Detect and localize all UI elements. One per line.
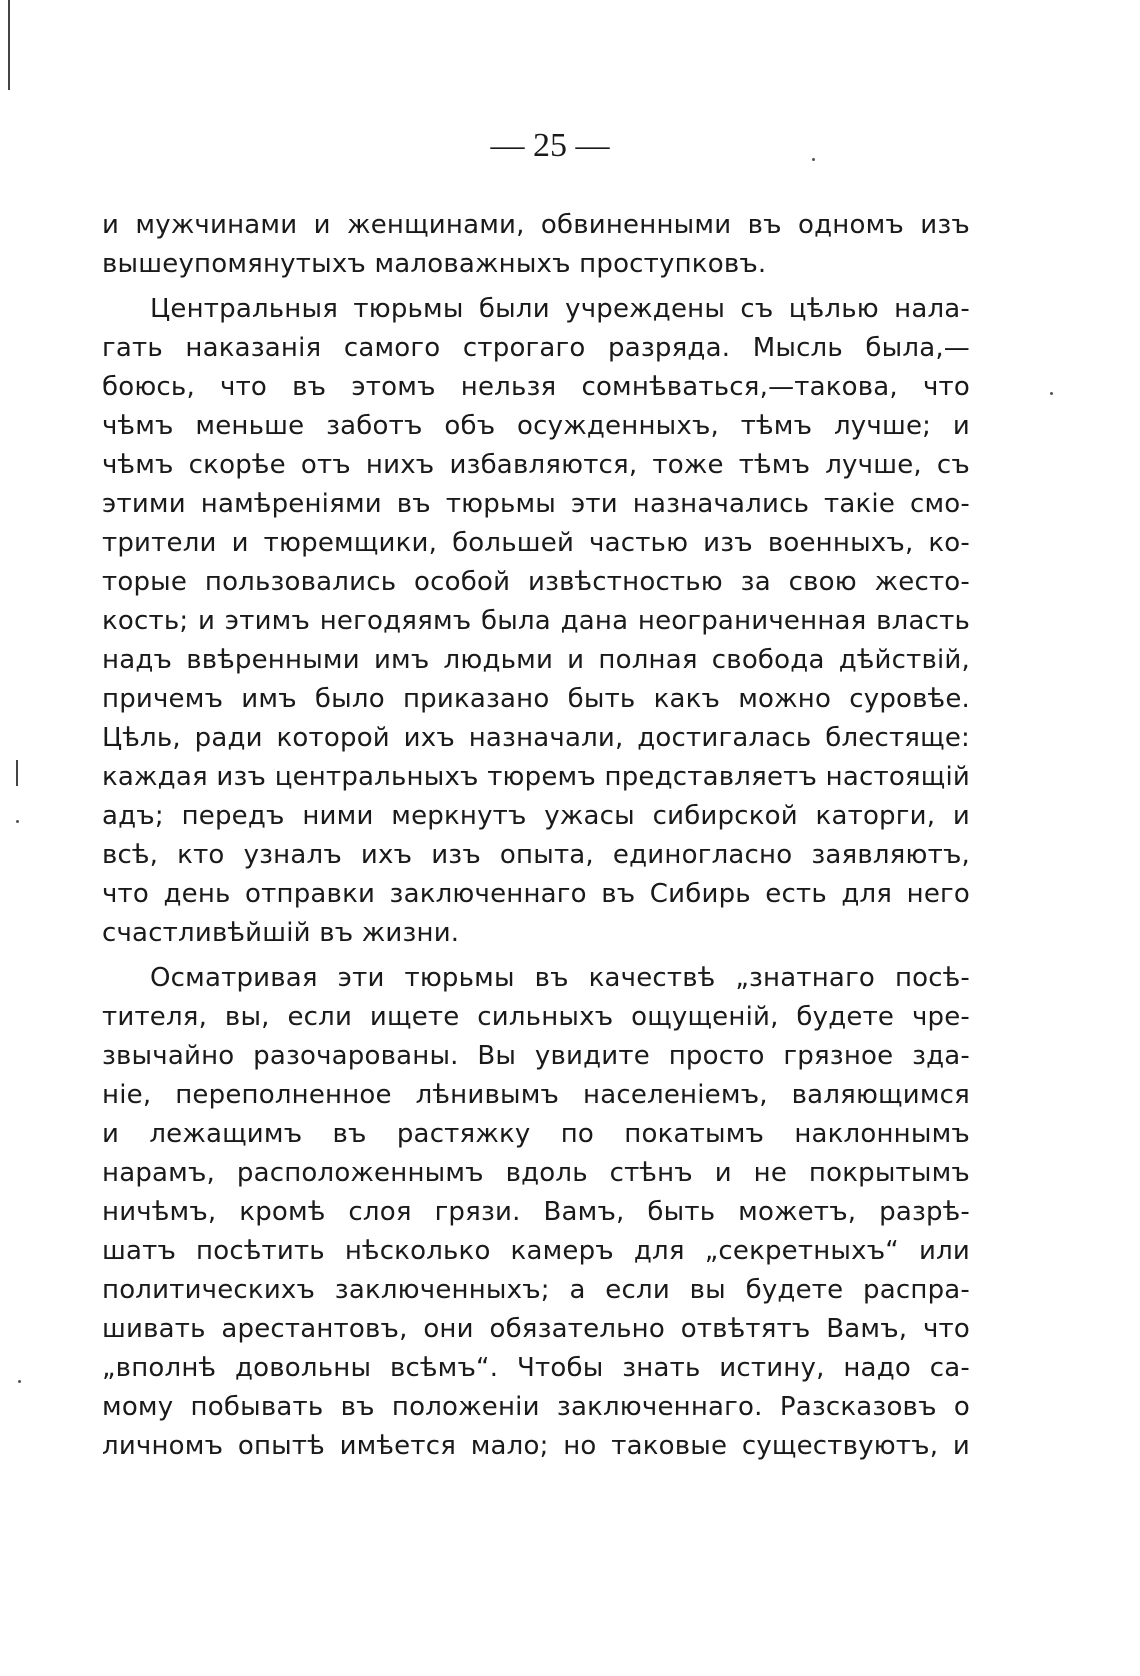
text-line: и мужчинами и женщинами, обвиненными въ одномъ изъ (102, 210, 970, 240)
text-line: что день отправки заключеннаго въ Сибирь есть для него (102, 879, 970, 909)
text-line: личномъ опытѣ имѣется мало; но таковые существуютъ, и (102, 1431, 970, 1461)
text-line: звычайно разочарованы. Вы увидите просто грязное зда- (102, 1041, 970, 1071)
text-line: гать наказанія самого строгаго разряда. Мысль была,— (102, 333, 970, 363)
text-line: Цѣль, ради которой ихъ назначали, достигалась блестяще: (102, 723, 970, 753)
text-line: торые пользовались особой извѣстностью за свою жесто- (102, 567, 970, 597)
paragraph (102, 206, 970, 284)
text-line: надъ ввѣренными имъ людьми и полная свобода дѣйствій, (102, 645, 970, 675)
text-line: Осматривая эти тюрьмы въ качествѣ „знатнаго посѣ- (150, 963, 970, 993)
left-margin-scan-mark (8, 0, 10, 90)
text-line: этими намѣреніями въ тюрьмы эти назначались такіе смо- (102, 489, 970, 519)
text-line: всѣ, кто узналъ ихъ изъ опыта, единогласно заявляютъ, (102, 840, 970, 870)
text-line: боюсь, что въ этомъ нельзя сомнѣваться,—такова, что (102, 372, 970, 402)
text-line: адъ; передъ ними меркнутъ ужасы сибирской каторги, и (102, 801, 970, 831)
text-line: ніе, переполненное лѣнивымъ населеніемъ, валяющимся (102, 1080, 970, 1110)
text-line: ничѣмъ, кромѣ слоя грязи. Вамъ, быть можетъ, разрѣ- (102, 1197, 970, 1227)
text-line: вышеупомянутыхъ маловажныхъ проступковъ. (102, 249, 767, 279)
text-line: политическихъ заключенныхъ; а если вы будете распра- (102, 1275, 970, 1305)
text-line: каждая изъ центральныхъ тюремъ представляетъ настоящій (102, 762, 970, 792)
scan-speck (1050, 392, 1053, 395)
text-line: кость; и этимъ негодяямъ была дана неограниченная власть (102, 606, 970, 636)
text-line: чѣмъ меньше заботъ объ осужденныхъ, тѣмъ лучше; и (102, 411, 970, 441)
left-margin-scan-mark-lower (16, 760, 18, 786)
text-line: причемъ имъ было приказано быть какъ можно суровѣе. (102, 684, 970, 714)
page-number: — 25 — (490, 127, 610, 164)
text-line: трители и тюремщики, большей частью изъ военныхъ, ко- (102, 528, 970, 558)
text-line: и лежащимъ въ растяжку по покатымъ наклоннымъ (102, 1119, 970, 1149)
text-line: шивать арестантовъ, они обязательно отвѣтятъ Вамъ, что (102, 1314, 970, 1344)
text-line: Центральныя тюрьмы были учреждены съ цѣлью нала- (150, 294, 970, 324)
scan-speck (16, 820, 19, 823)
text-line: тителя, вы, если ищете сильныхъ ощущеній, будете чре- (102, 1002, 970, 1032)
text-line: шатъ посѣтить нѣсколько камеръ для „секретныхъ“ или (102, 1236, 970, 1266)
paragraph (102, 959, 970, 1466)
text-line: мому побывать въ положеніи заключеннаго. Разсказовъ о (102, 1392, 970, 1422)
text-line: счастливѣйшій въ жизни. (102, 918, 460, 948)
text-line: чѣмъ скорѣе отъ нихъ избавляются, тоже тѣмъ лучше, съ (102, 450, 970, 480)
text-line: нарамъ, расположеннымъ вдоль стѣнъ и не покрытымъ (102, 1158, 970, 1188)
body-text (102, 206, 970, 1466)
paragraph (102, 290, 970, 953)
scan-speck (18, 1380, 21, 1383)
text-line: „вполнѣ довольны всѣмъ“. Чтобы знать истину, надо са- (102, 1353, 970, 1383)
